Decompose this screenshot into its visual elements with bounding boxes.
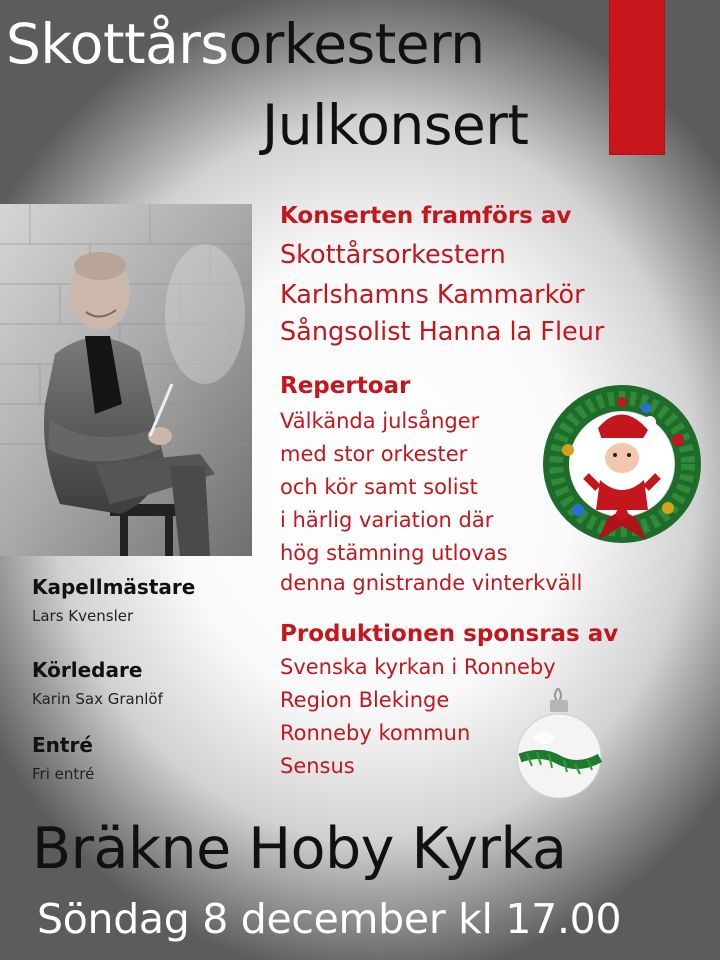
- conductor-photo: [0, 204, 252, 556]
- repertoire-line: i härlig variation där: [280, 508, 494, 532]
- credit-label: Entré: [32, 733, 93, 757]
- conductor-illustration: [0, 204, 252, 556]
- repertoire-line: och kör samt solist: [280, 475, 478, 499]
- sponsor-line: Svenska kyrkan i Ronneby: [280, 655, 556, 679]
- credit-value: Lars Kvensler: [32, 607, 134, 625]
- repertoire-line: Välkända julsånger: [280, 409, 480, 433]
- performer-line: Skottårsorkestern: [280, 240, 506, 270]
- credit-label: Körledare: [32, 658, 143, 682]
- title-part-white: Skottårs: [6, 12, 229, 76]
- sponsors-heading: Produktionen sponsras av: [280, 621, 619, 647]
- performers-heading: Konserten framförs av: [280, 203, 572, 229]
- santa-wreath-icon: [538, 380, 706, 548]
- repertoire-line: hög stämning utlovas: [280, 541, 508, 565]
- christmas-ornament-icon: [512, 688, 608, 804]
- poster-title: [6, 14, 485, 74]
- credit-value: Karin Sax Granlöf: [32, 690, 163, 708]
- credit-label: Kapellmästare: [32, 575, 196, 599]
- red-accent-bar: [610, 0, 664, 154]
- repertoire-heading: Repertoar: [280, 373, 411, 399]
- repertoire-line: denna gnistrande vinterkväll: [280, 571, 583, 595]
- credit-value: Fri entré: [32, 765, 95, 783]
- repertoire-line: med stor orkester: [280, 442, 468, 466]
- performer-line: Sångsolist Hanna la Fleur: [280, 317, 605, 347]
- title-part-dark: orkestern: [228, 12, 485, 76]
- venue-name: Bräkne Hoby Kyrka: [32, 816, 567, 882]
- performer-line: Karlshamns Kammarkör: [280, 280, 585, 310]
- sponsor-line: Region Blekinge: [280, 688, 450, 712]
- sponsor-line: Sensus: [280, 754, 355, 778]
- sponsor-line: Ronneby kommun: [280, 721, 471, 745]
- poster-subtitle: Julkonsert: [262, 93, 529, 157]
- event-date: Söndag 8 december kl 17.00: [37, 895, 622, 943]
